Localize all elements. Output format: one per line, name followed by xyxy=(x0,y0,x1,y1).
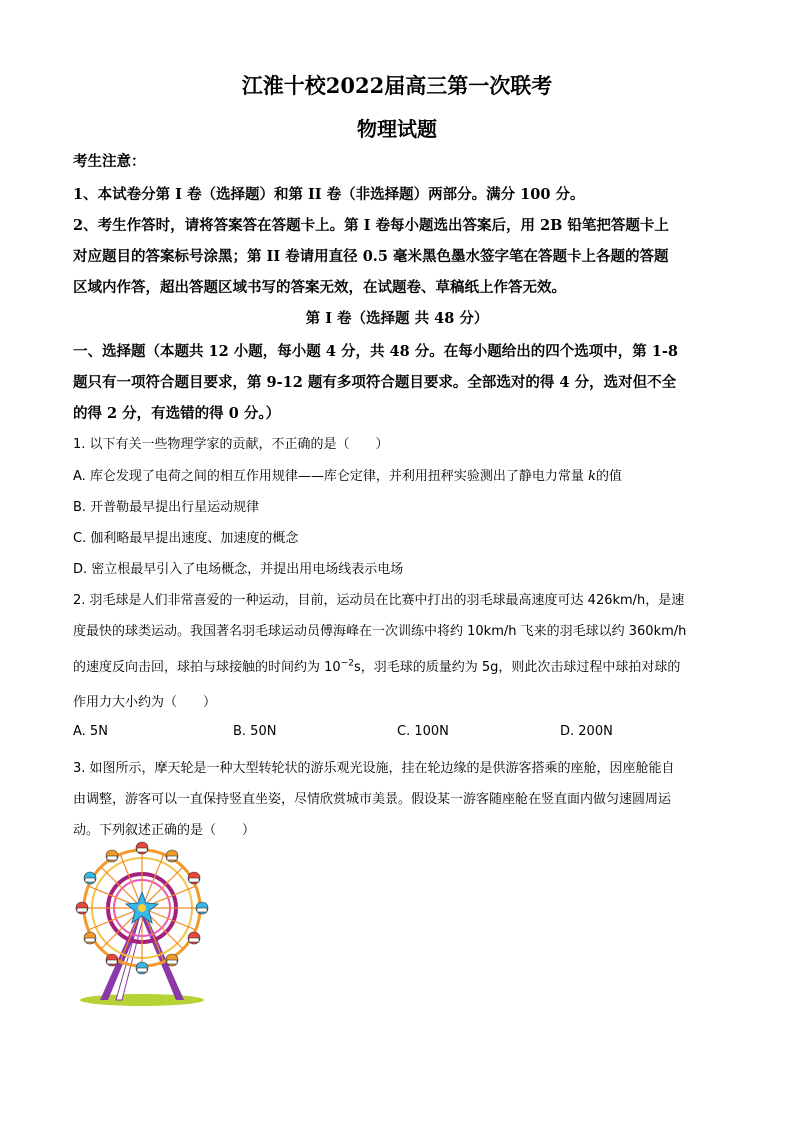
q2-line-3-suffix: s，羽毛球的质量约为 5g，则此次击球过程中球拍对球的 xyxy=(353,660,681,675)
q1-option-d: D. 密立根最早引入了电场概念，并提出用电场线表示电场 xyxy=(73,562,404,577)
notice-line-4: 区域内作答，超出答题区域书写的答案无效，在试题卷、草稿纸上作答无效。 xyxy=(73,279,566,296)
notice-heading: 考生注意： xyxy=(73,153,146,170)
notice-line-1: 1、本试卷分第 I 卷（选择题）和第 II 卷（非选择题）两部分。满分 100 分。 xyxy=(73,186,585,203)
section-intro-2: 题只有一项符合题目要求，第 9-12 题有多项符合题目要求。全部选对的得 4 分，选对但不全 xyxy=(73,374,677,391)
q1-stem: 1. 以下有关一些物理学家的贡献，不正确的是（ ） xyxy=(73,437,389,452)
q2-option-b: B. 50N xyxy=(233,724,277,739)
q1-option-b: B. 开普勒最早提出行星运动规律 xyxy=(73,500,260,515)
q3-line-1: 3. 如图所示，摩天轮是一种大型转轮状的游乐观光设施，挂在轮边缘的是供游客搭乘的座舱，因座舱能自 xyxy=(73,761,675,776)
section-title: 第 I 卷（选择题 共 48 分） xyxy=(305,310,489,327)
notice-line-2: 2、考生作答时，请将答案答在答题卡上。第 I 卷每小题选出答案后，用 2B 铅笔把答题卡上 xyxy=(73,217,669,234)
ferris-wheel-icon xyxy=(72,838,212,1008)
q2-line-4: 作用力大小约为（ ） xyxy=(73,695,217,710)
q3-line-3: 动。下列叙述正确的是（ ） xyxy=(73,823,256,838)
q1-option-a xyxy=(73,465,622,484)
q2-option-a: A. 5N xyxy=(73,724,108,739)
notice-line-3: 对应题目的答案标号涂黑；第 II 卷请用直径 0.5 毫米黑色墨水签字笔在答题卡上各题的答题 xyxy=(73,248,669,265)
q1-option-c: C. 伽利略最早提出速度、加速度的概念 xyxy=(73,531,299,546)
exam-title: 江淮十校2022届高三第一次联考 xyxy=(241,73,553,98)
q2-option-d: D. 200N xyxy=(560,724,613,739)
q1-option-a-var: k xyxy=(588,469,596,484)
q2-line-3-text: 的速度反向击回，球拍与球接触的时间约为 10 xyxy=(73,660,341,675)
exam-subtitle: 物理试题 xyxy=(357,117,437,141)
section-intro-1: 一、选择题（本题共 12 小题，每小题 4 分，共 48 分。在每小题给出的四个选项中，第 1-8 xyxy=(73,343,678,360)
section-intro-3: 的得 2 分，有选错的得 0 分。） xyxy=(73,405,281,422)
q1-option-a-text: A. 库仑发现了电荷之间的相互作用规律——库仑定律，并利用扭秤实验测出了静电力常量 xyxy=(73,469,589,484)
q3-line-2: 由调整，游客可以一直保持竖直坐姿，尽情欣赏城市美景。假设某一游客随座舱在竖直面内做匀速圆周运 xyxy=(73,792,672,807)
q2-exponent: −2 xyxy=(340,658,354,669)
q2-option-c: C. 100N xyxy=(397,724,449,739)
q2-line-1: 2. 羽毛球是人们非常喜爱的一种运动，目前，运动员在比赛中打出的羽毛球最高速度可达 426km/h，是速 xyxy=(73,593,685,608)
q1-option-a-suffix: 的值 xyxy=(595,469,622,484)
q2-line-2: 度最快的球类运动。我国著名羽毛球运动员傅海峰在一次训练中将约 10km/h 飞来的羽毛球以约 360km/h xyxy=(73,624,687,639)
q2-line-3 xyxy=(73,656,680,675)
